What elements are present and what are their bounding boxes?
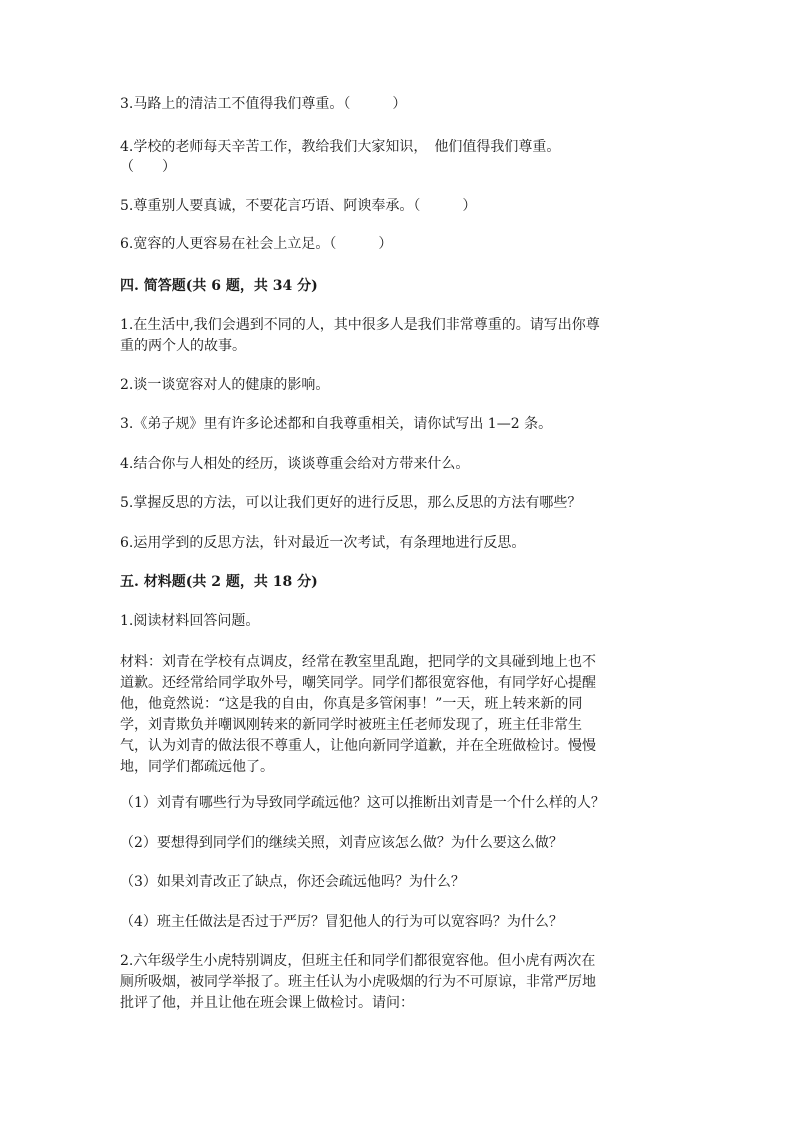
short-answer-1-line-1: 1.在生活中,我们会遇到不同的人，其中很多人是我们非常尊重的。请写出你尊	[120, 317, 600, 333]
short-answer-3: 3.《弟子规》里有许多论述都和自我尊重相关，请你试写出 1—2 条。	[120, 416, 553, 432]
short-answer-2: 2.谈一谈宽容对人的健康的影响。	[120, 377, 330, 393]
short-answer-6: 6.运用学到的反思方法，针对最近一次考试，有条理地进行反思。	[120, 535, 526, 551]
judgement-item-3: 3.马路上的清洁工不值得我们尊重。（ ）	[120, 96, 407, 112]
judgement-item-5: 5.尊重别人要真诚，不要花言巧语、阿谀奉承。（ ）	[120, 198, 477, 214]
short-answer-5: 5.掌握反思的方法，可以让我们更好的进行反思，那么反思的方法有哪些？	[120, 495, 582, 511]
sub-question-1: （1）刘青有哪些行为导致同学疏远他？这可以推断出刘青是一个什么样的人？	[120, 795, 605, 811]
material-line-2: 道歉。还经常给同学取外号，嘲笑同学。同学们都很宽容他，有同学好心提醒	[120, 675, 596, 691]
material-line-5: 气，认为刘青的做法很不尊重人，让他向新同学道歉，并在全班做检讨。慢慢	[120, 738, 596, 754]
sub-question-2: （2）要想得到同学们的继续关照，刘青应该怎么做？为什么要这么做？	[120, 835, 563, 851]
material-line-3: 他，他竟然说：“这是我的自由，你真是多管闲事！”一天，班上转来新的同	[120, 696, 583, 712]
judgement-item-4-bracket: （ ）	[120, 159, 176, 175]
section-5-heading: 五. 材料题(共 2 题，共 18 分)	[120, 574, 318, 590]
material-question-2-line-3: 批评了他，并且让他在班会课上做检讨。请问：	[120, 995, 414, 1011]
material-line-6: 地，同学们都疏远他了。	[120, 759, 274, 775]
material-line-4: 学，刘青欺负并嘲讽刚转来的新同学时被班主任老师发现了，班主任非常生	[120, 717, 582, 733]
judgement-item-4: 4.学校的老师每天辛苦工作，教给我们大家知识， 他们值得我们尊重。	[120, 139, 561, 155]
short-answer-1-line-2: 重的两个人的故事。	[120, 338, 246, 354]
judgement-item-6: 6.宽容的人更容易在社会上立足。（ ）	[120, 236, 393, 252]
section-4-heading: 四. 简答题(共 6 题，共 34 分)	[120, 278, 318, 294]
material-question-2-line-1: 2.六年级学生小虎特别调皮，但班主任和同学们都很宽容他。但小虎有两次在	[120, 953, 596, 969]
material-question-1-title: 1.阅读材料回答问题。	[120, 613, 260, 629]
short-answer-4: 4.结合你与人相处的经历，谈谈尊重会给对方带来什么。	[120, 456, 470, 472]
material-line-1: 材料：刘青在学校有点调皮，经常在教室里乱跑，把同学的文具碰到地上也不	[120, 654, 596, 670]
sub-question-4: （4）班主任做法是否过于严厉？冒犯他人的行为可以宽容吗？为什么？	[120, 914, 563, 930]
sub-question-3: （3）如果刘青改正了缺点，你还会疏远他吗？为什么？	[120, 874, 465, 890]
material-question-2-line-2: 厕所吸烟，被同学举报了。班主任认为小虎吸烟的行为不可原谅，非常严厉地	[120, 974, 596, 990]
